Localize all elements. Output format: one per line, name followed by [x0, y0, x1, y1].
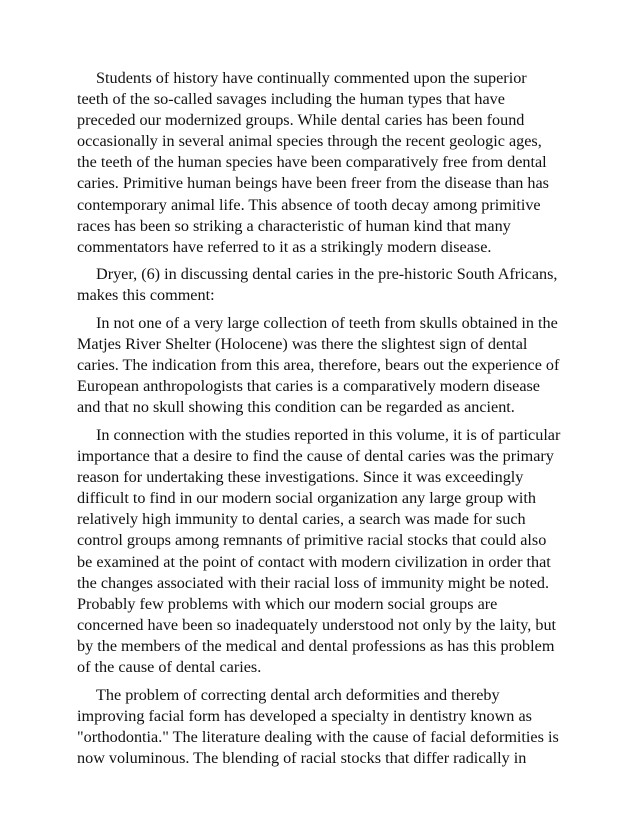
paragraph-history-of-teeth: Students of history have continually commented upon the superior teeth of the so-called savages including the human types that have preceded our modernized groups. While dental caries has been found occasionally in several animal species through the recent geologic ages, the teeth of the human species have been comparatively free from dental caries. Primitive human beings have been freer from the disease than has contemporary animal life. This absence of tooth decay among primitive races has been so striking a characteristic of human kind that many commentators have referred to it as a strikingly modern disease.	[77, 69, 549, 256]
paragraph-studies-connection: In connection with the studies reported in this volume, it is of particular importance that a desire to find the cause of dental caries was the primary reason for undertaking these investigations. Since it was exceedingly difficult to find in our modern social organization any large group with relatively high immunity to dental caries, a search was made for such control groups among remnants of primitive racial stocks that could also be examined at the point of contact with modern civilization in order that the changes associated with their racial loss of immunity might be noted. Probably few problems with which our modern social groups are concerned have been so inadequately understood not only by the laity, but by the members of the medical and dental professions as has this problem of the cause of dental caries.	[77, 426, 561, 677]
document-page	[77, 68, 562, 769]
paragraph-dryer-intro: Dryer, (6) in discussing dental caries in the pre-historic South Africans, makes this comment:	[77, 265, 558, 305]
paragraph-dryer-quote: In not one of a very large collection of teeth from skulls obtained in the Matjes River Shelter (Holocene) was there the slightest sign of dental caries. The indication from this area, therefore, bears out the experience of European anthropologists that caries is a comparatively modern disease and that no skull showing this condition can be regarded as ancient.	[77, 314, 560, 417]
paragraph-orthodontia: The problem of correcting dental arch deformities and thereby improving facial form has developed a specialty in dentistry known as "orthodontia." The literature dealing with the cause of facial deformities is now voluminous. The blending of racial stocks that differ radically in	[77, 685, 559, 767]
